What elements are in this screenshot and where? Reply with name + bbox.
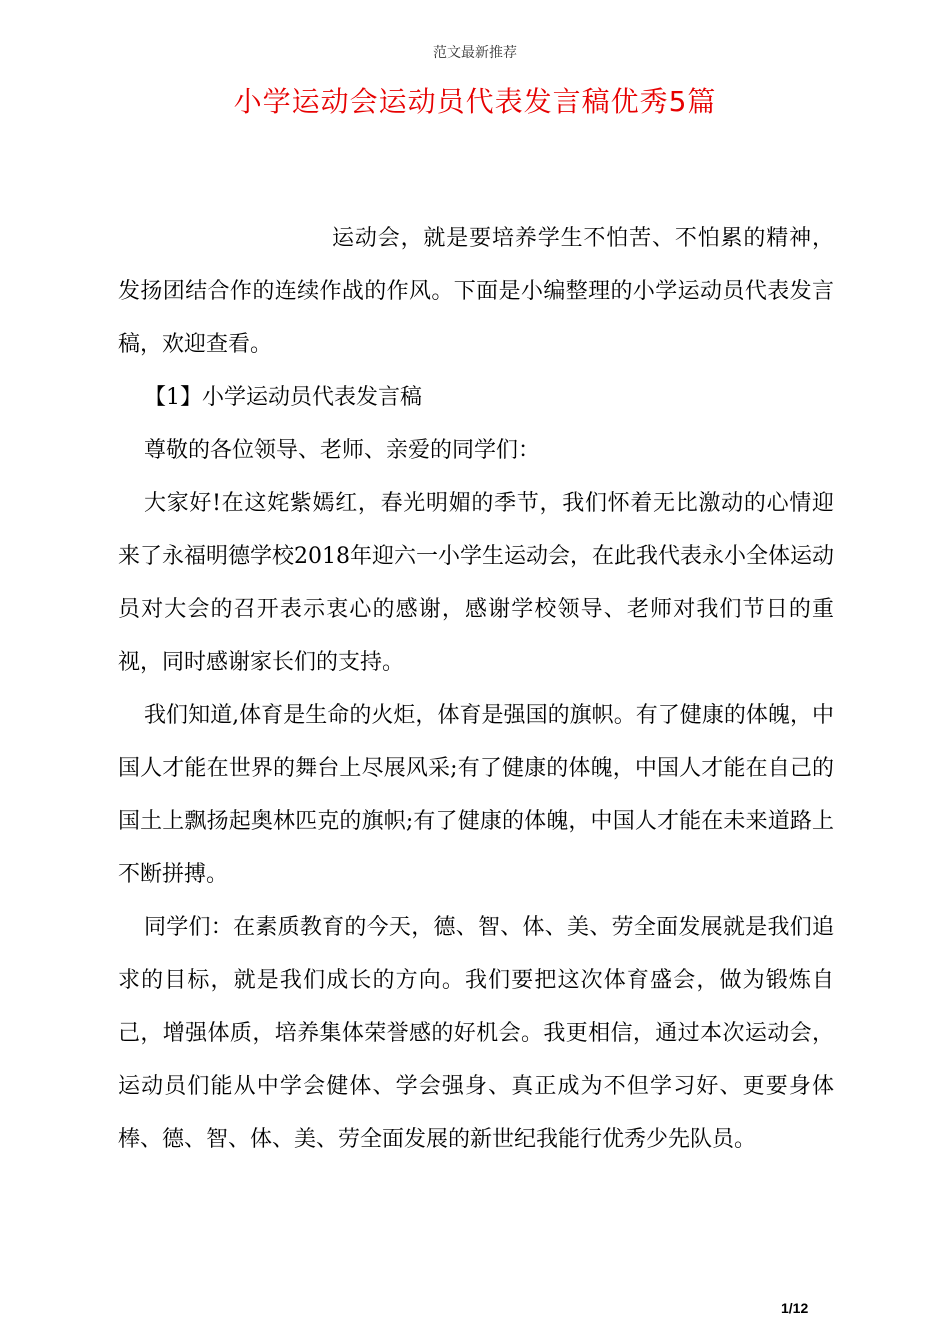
section-heading: 【1】小学运动员代表发言稿 <box>144 385 422 410</box>
body-paragraph-sports: 我们知道,体育是生命的火炬，体育是强国的旗帜。有了健康的体魄，中国人才能在世界的舞台上尽展风采;有了健康的体魄，中国人才能在自己的国土上飘扬起奥林匹克的旗帜;有了健康的体魄，中国人才能在未来道路上不断拼搏。 <box>118 703 834 887</box>
salutation-paragraph: 尊敬的各位领导、老师、亲爱的同学们： <box>144 438 541 463</box>
page-number: 1/12 <box>781 1300 809 1316</box>
document-title: 小学运动会运动员代表发言稿优秀5篇 <box>233 85 717 118</box>
body-paragraph-students: 同学们：在素质教育的今天，德、智、体、美、劳全面发展就是我们追求的目标，就是我们成长的方向。我们要把这次体育盛会，做为锻炼自己，增强体质，培养集体荣誉感的好机会。我更相信，通过本次运动会，运动员们能从中学会健体、学会强身、真正成为不但学习好、更要身体棒、德、智、体、美、劳全面发展的新世纪我能行优秀少先队员。 <box>118 915 834 1152</box>
intro-paragraph: 运动会，就是要培养学生不怕苦、不怕累的精神，发扬团结合作的连续作战的作风。下面是小编整理的小学运动员代表发言稿，欢迎查看。 <box>118 226 834 357</box>
body-paragraph-greeting: 大家好!在这姹紫嫣红，春光明媚的季节，我们怀着无比激动的心情迎来了永福明德学校2018年迎六一小学生运动会，在此我代表永小全体运动员对大会的召开表示衷心的感谢，感谢学校领导、老师对我们节日的重视，同时感谢家长们的支持。 <box>118 491 834 675</box>
document-body <box>118 212 834 1166</box>
page-header: 范文最新推荐 <box>433 45 517 61</box>
